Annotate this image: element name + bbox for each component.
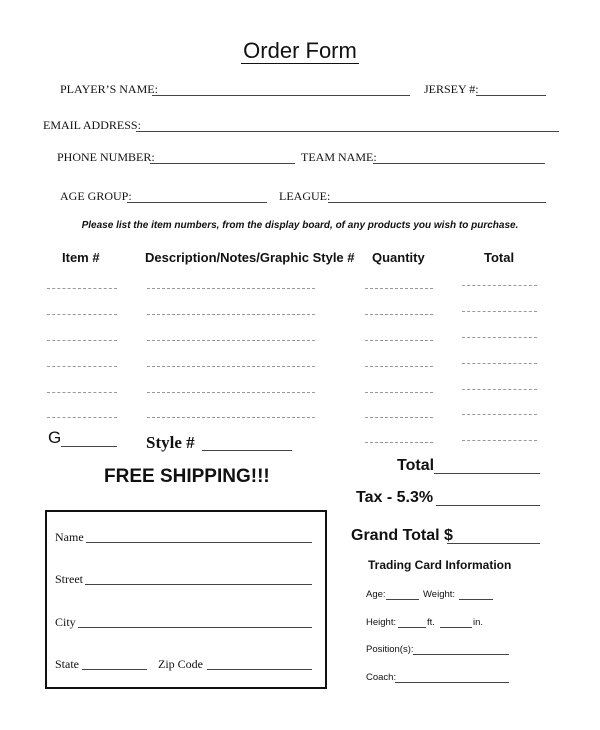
tc-height-in-field[interactable]: [440, 627, 472, 628]
phone-field[interactable]: [150, 163, 295, 164]
tc-coach-field[interactable]: [395, 682, 509, 683]
item-blank[interactable]: [47, 288, 117, 289]
total-blank[interactable]: [462, 440, 537, 441]
quantity-blank[interactable]: [365, 392, 433, 393]
free-shipping-banner: FREE SHIPPING!!!: [104, 466, 270, 487]
quantity-blank[interactable]: [365, 314, 433, 315]
total-field[interactable]: [434, 473, 540, 474]
item-blank[interactable]: [47, 314, 117, 315]
page-title: Order Form: [243, 38, 357, 63]
player-name-field[interactable]: [152, 95, 410, 96]
g-field[interactable]: [61, 446, 117, 447]
league-label: LEAGUE:: [279, 189, 331, 203]
quantity-blank[interactable]: [365, 288, 433, 289]
tc-position-label: Position(s):: [366, 644, 414, 655]
tc-coach-label: Coach:: [366, 672, 397, 683]
item-blank[interactable]: [47, 340, 117, 341]
header-item: Item #: [62, 250, 100, 265]
grand-total-label: Grand Total $: [351, 527, 453, 544]
quantity-blank[interactable]: [365, 366, 433, 367]
tc-position-field[interactable]: [413, 654, 509, 655]
league-field[interactable]: [328, 202, 546, 203]
ship-street-label: Street: [55, 572, 83, 586]
quantity-blank[interactable]: [365, 417, 433, 418]
description-blank[interactable]: [147, 366, 315, 367]
total-blank[interactable]: [462, 285, 537, 286]
ship-state-label: State: [55, 657, 79, 671]
tc-weight-field[interactable]: [459, 599, 493, 600]
tc-weight-label: Weight:: [423, 589, 456, 600]
header-quantity: Quantity: [372, 250, 425, 265]
total-blank[interactable]: [462, 311, 537, 312]
email-field[interactable]: [136, 131, 559, 132]
header-total: Total: [484, 250, 515, 265]
item-blank[interactable]: [47, 417, 117, 418]
ship-zip-label: Zip Code: [158, 657, 203, 671]
team-field[interactable]: [373, 163, 545, 164]
total-blank[interactable]: [462, 363, 537, 364]
age-group-field[interactable]: [127, 202, 267, 203]
phone-label: PHONE NUMBER:: [57, 150, 155, 164]
ship-name-field[interactable]: [86, 542, 312, 543]
style-field[interactable]: [202, 450, 292, 451]
header-description: Description/Notes/Graphic Style #: [145, 250, 355, 265]
player-name-label: PLAYER’S NAME:: [60, 82, 158, 96]
tc-age-field[interactable]: [386, 599, 419, 600]
ship-name-label: Name: [55, 530, 84, 544]
instruction-text: Please list the item numbers, from the display board, of any products you wish to purchase.: [81, 220, 519, 231]
description-blank[interactable]: [147, 314, 315, 315]
trading-card-heading: Trading Card Information: [368, 558, 512, 572]
tc-age-label: Age:: [366, 589, 386, 600]
ship-state-field[interactable]: [82, 669, 147, 670]
tc-height-label: Height:: [366, 617, 397, 628]
total-label: Total: [397, 457, 435, 474]
description-blank[interactable]: [147, 392, 315, 393]
age-group-label: AGE GROUP:: [60, 189, 132, 203]
tax-label: Tax - 5.3%: [356, 489, 434, 506]
jersey-label: JERSEY #:: [424, 82, 479, 96]
g-label: G: [48, 428, 62, 447]
ship-city-label: City: [55, 615, 76, 629]
style-label: Style #: [146, 433, 195, 452]
ship-city-field[interactable]: [78, 627, 312, 628]
item-blank[interactable]: [47, 366, 117, 367]
tc-in-label: in.: [473, 617, 484, 628]
quantity-blank[interactable]: [365, 340, 433, 341]
email-label: EMAIL ADDRESS:: [43, 118, 141, 132]
ship-street-field[interactable]: [85, 584, 312, 585]
jersey-field[interactable]: [476, 95, 546, 96]
total-blank[interactable]: [462, 414, 537, 415]
tc-ft-label: ft.: [427, 617, 435, 628]
ship-zip-field[interactable]: [207, 669, 312, 670]
team-label: TEAM NAME:: [301, 150, 377, 164]
description-blank[interactable]: [147, 340, 315, 341]
grand-total-field[interactable]: [447, 543, 540, 544]
description-blank[interactable]: [147, 288, 315, 289]
description-blank[interactable]: [147, 417, 315, 418]
total-blank[interactable]: [462, 337, 537, 338]
quantity-blank[interactable]: [365, 442, 433, 443]
tc-height-ft-field[interactable]: [398, 627, 426, 628]
tax-field[interactable]: [436, 505, 540, 506]
total-blank[interactable]: [462, 389, 537, 390]
item-blank[interactable]: [47, 392, 117, 393]
